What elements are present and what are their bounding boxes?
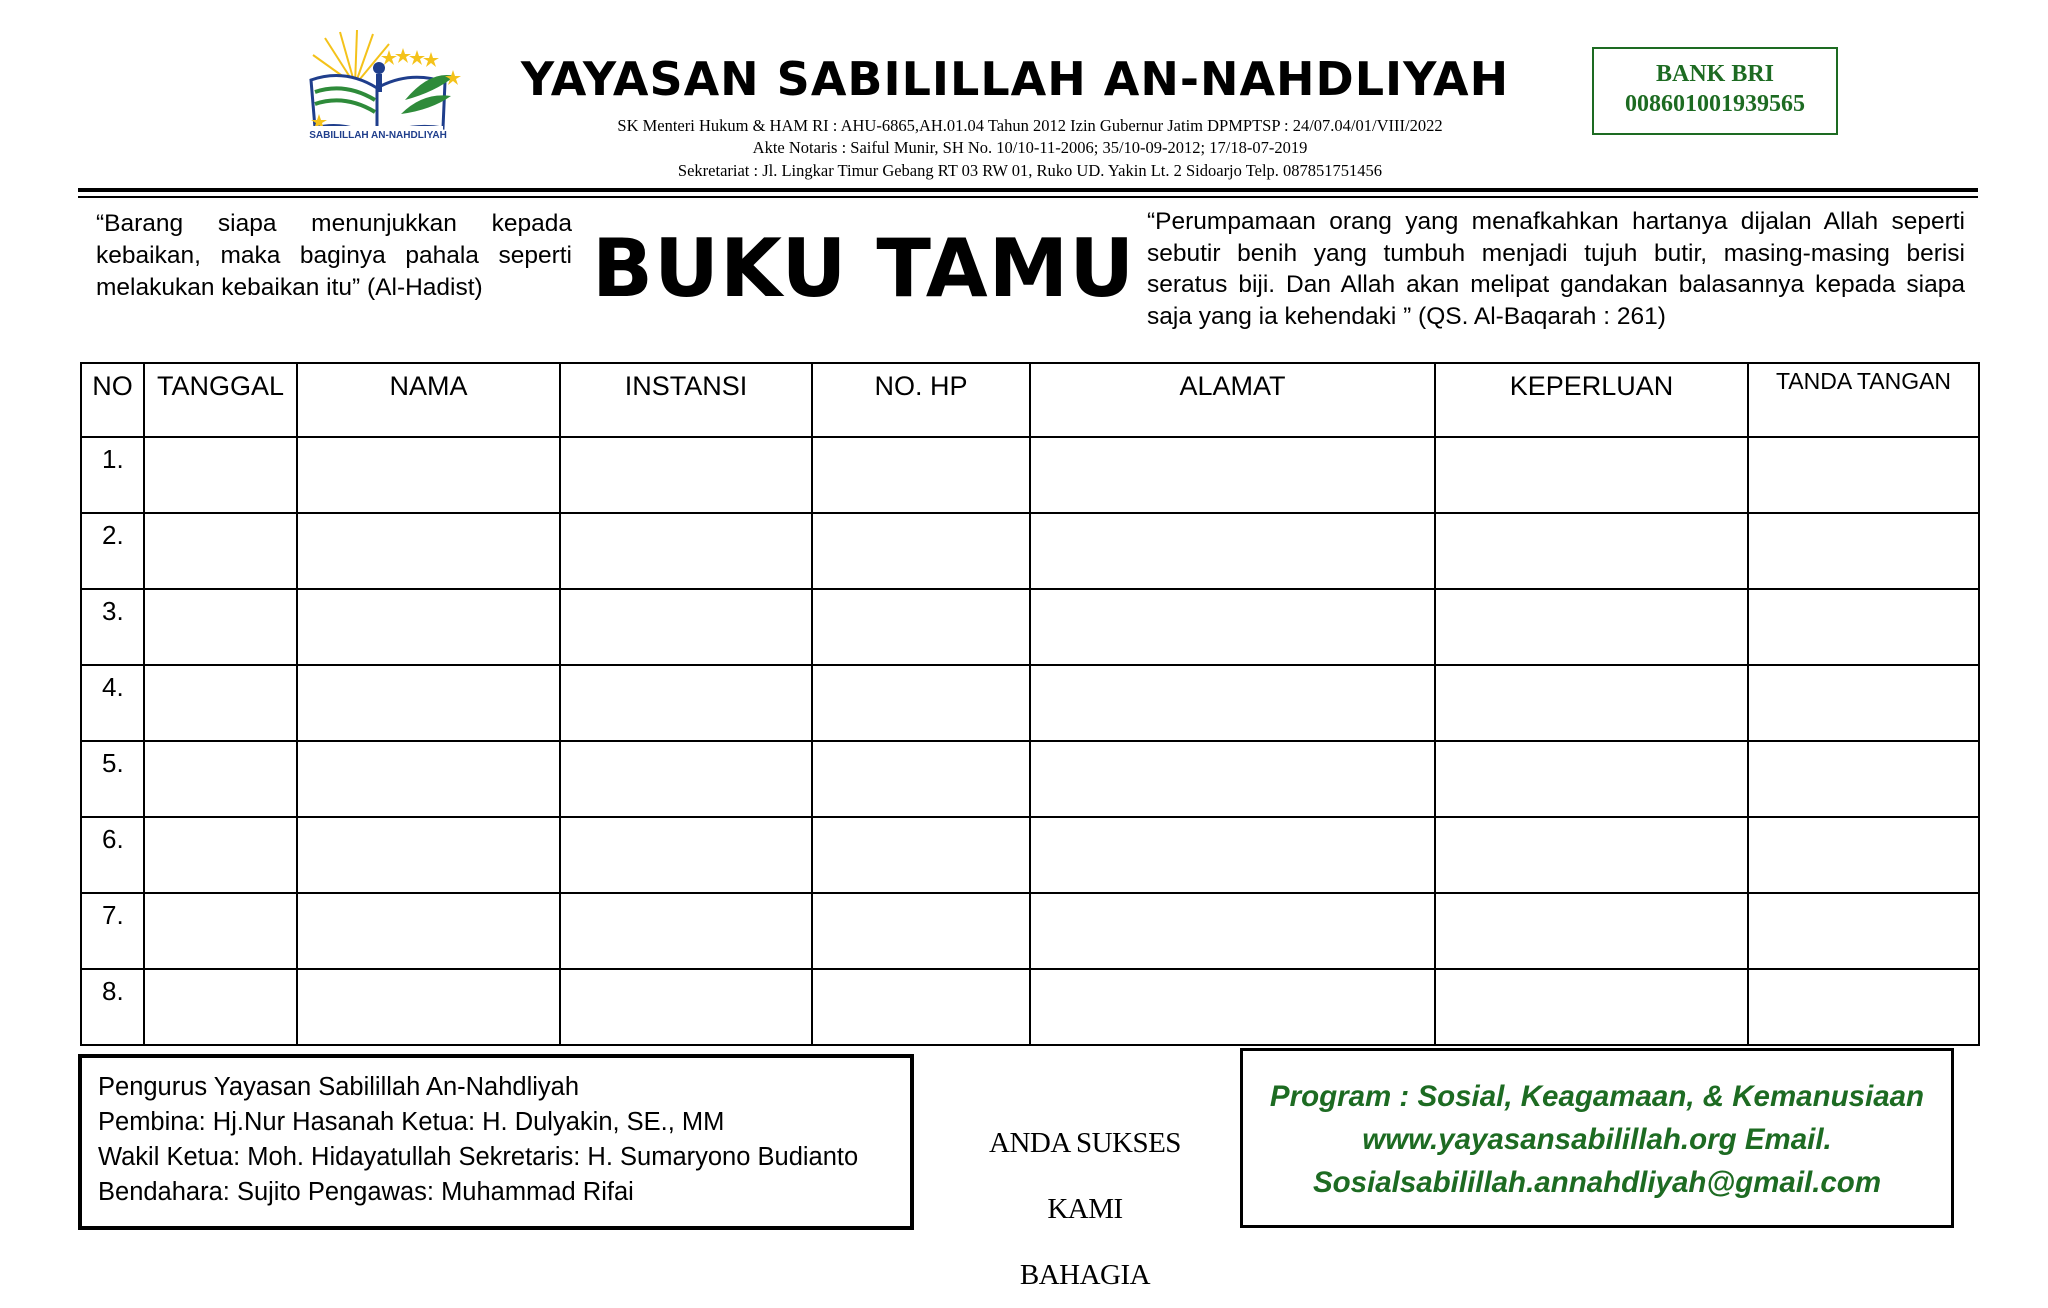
signature-cell[interactable]	[1748, 893, 1979, 969]
name-cell[interactable]	[297, 817, 560, 893]
table-row	[81, 893, 1979, 969]
program-line: Program : Sosial, Keagamaan, & Kemanusiaan	[1269, 1080, 1925, 1113]
address-cell[interactable]	[1030, 893, 1435, 969]
motto	[980, 1110, 1190, 1291]
purpose-cell[interactable]	[1435, 589, 1748, 665]
address-cell[interactable]	[1030, 969, 1435, 1045]
phone-cell[interactable]	[812, 589, 1030, 665]
column-header-address: ALAMAT	[1030, 363, 1435, 437]
table-row	[81, 817, 1979, 893]
phone-cell[interactable]	[812, 665, 1030, 741]
program-contact-box	[1240, 1048, 1954, 1228]
institution-cell[interactable]	[560, 893, 812, 969]
secretariat-address-line: Sekretariat : Jl. Lingkar Timur Gebang RT 03 RW 01, Ruko UD. Yakin Lt. 2 Sidoarjo Telp. 087851751456	[677, 161, 1383, 180]
purpose-cell[interactable]	[1435, 513, 1748, 589]
phone-cell[interactable]	[812, 437, 1030, 513]
committee-line: Bendahara: Sujito Pengawas: Muhammad Rifai	[98, 1178, 634, 1206]
bank-account-box	[1592, 47, 1838, 135]
bank-account-number: 008601001939565	[1625, 91, 1805, 117]
committee-line: Pembina: Hj.Nur Hasanah Ketua: H. Dulyakin, SE., MM	[98, 1108, 725, 1136]
column-header-no: NO	[81, 363, 144, 437]
address-cell[interactable]	[1030, 437, 1435, 513]
institution-cell[interactable]	[560, 817, 812, 893]
table-row	[81, 741, 1979, 817]
purpose-cell[interactable]	[1435, 893, 1748, 969]
email-address: Sosialsabilillah.annahdliyah@gmail.com	[1312, 1166, 1882, 1199]
motto-line: KAMI BAHAGIA	[1019, 1193, 1151, 1291]
hadith-quote: “Barang siapa menunjukkan kepada kebaikan, maka baginya pahala seperti melakukan kebaikan itu” (Al-Hadist)	[96, 210, 572, 301]
signature-cell[interactable]	[1748, 513, 1979, 589]
name-cell[interactable]	[297, 513, 560, 589]
legal-decree-line: SK Menteri Hukum & HAM RI : AHU-6865,AH.01.04 Tahun 2012 Izin Gubernur Jatim DPMPTSP : 24/07.04/01/VIII/2022	[617, 116, 1443, 135]
name-cell[interactable]	[297, 437, 560, 513]
logo-emblem-icon	[305, 30, 465, 150]
name-cell[interactable]	[297, 741, 560, 817]
phone-cell[interactable]	[812, 893, 1030, 969]
website-email-line: www.yayasansabilillah.org Email.	[1362, 1123, 1832, 1156]
date-cell[interactable]	[144, 589, 297, 665]
quran-quote: “Perumpamaan orang yang menafkahkan hartanya dijalan Allah seperti sebutir benih yang tumbuh menjadi tujuh butir, masing-masing berisi seratus biji. Dan Allah akan melipat gandakan balasannya kepada siapa saja yang ia kehendaki ” (QS. Al-Baqarah : 261)	[1147, 208, 1965, 330]
date-cell[interactable]	[144, 665, 297, 741]
phone-cell[interactable]	[812, 513, 1030, 589]
address-cell[interactable]	[1030, 665, 1435, 741]
date-cell[interactable]	[144, 513, 297, 589]
header-divider-thick	[78, 188, 1978, 192]
committee-line: Wakil Ketua: Moh. Hidayatullah Sekretaris: H. Sumaryono Budianto	[98, 1143, 859, 1171]
signature-cell[interactable]	[1748, 817, 1979, 893]
guest-book-table	[80, 362, 1980, 1046]
address-cell[interactable]	[1030, 817, 1435, 893]
phone-cell[interactable]	[812, 817, 1030, 893]
purpose-cell[interactable]	[1435, 969, 1748, 1045]
signature-cell[interactable]	[1748, 437, 1979, 513]
table-header-row	[81, 363, 1979, 437]
purpose-cell[interactable]	[1435, 741, 1748, 817]
name-cell[interactable]	[297, 665, 560, 741]
column-header-signature: TANDA TANGAN	[1748, 363, 1979, 437]
header-divider-thin	[78, 196, 1978, 198]
table-row	[81, 665, 1979, 741]
table-row	[81, 589, 1979, 665]
signature-cell[interactable]	[1748, 589, 1979, 665]
table-row	[81, 437, 1979, 513]
purpose-cell[interactable]	[1435, 817, 1748, 893]
institution-cell[interactable]	[560, 741, 812, 817]
address-cell[interactable]	[1030, 589, 1435, 665]
date-cell[interactable]	[144, 969, 297, 1045]
date-cell[interactable]	[144, 817, 297, 893]
row-number: 4.	[81, 665, 144, 741]
date-cell[interactable]	[144, 893, 297, 969]
notary-deed-line: Akte Notaris : Saiful Munir, SH No. 10/10-11-2006; 35/10-09-2012; 17/18-07-2019	[752, 138, 1308, 157]
row-number: 6.	[81, 817, 144, 893]
date-cell[interactable]	[144, 741, 297, 817]
address-cell[interactable]	[1030, 741, 1435, 817]
phone-cell[interactable]	[812, 741, 1030, 817]
column-header-phone: NO. HP	[812, 363, 1030, 437]
column-header-date: TANGGAL	[144, 363, 297, 437]
row-number: 5.	[81, 741, 144, 817]
column-header-purpose: KEPERLUAN	[1435, 363, 1748, 437]
address-cell[interactable]	[1030, 513, 1435, 589]
row-number: 1.	[81, 437, 144, 513]
signature-cell[interactable]	[1748, 741, 1979, 817]
name-cell[interactable]	[297, 589, 560, 665]
page-title: BUKU TAMU	[592, 222, 1136, 315]
purpose-cell[interactable]	[1435, 437, 1748, 513]
committee-heading: Pengurus Yayasan Sabilillah An-Nahdliyah	[98, 1073, 580, 1101]
bank-name: BANK BRI	[1655, 61, 1775, 87]
committee-box	[78, 1054, 914, 1230]
column-header-name: NAMA	[297, 363, 560, 437]
signature-cell[interactable]	[1748, 665, 1979, 741]
logo-caption: SABILILLAH AN-NAHDLIYAH	[309, 130, 447, 141]
organization-name: YAYASAN SABILILLAH AN-NAHDLIYAH	[520, 52, 1510, 106]
motto-line: ANDA SUKSES	[989, 1127, 1181, 1159]
institution-cell[interactable]	[560, 513, 812, 589]
row-number: 7.	[81, 893, 144, 969]
name-cell[interactable]	[297, 893, 560, 969]
signature-cell[interactable]	[1748, 969, 1979, 1045]
institution-cell[interactable]	[560, 437, 812, 513]
date-cell[interactable]	[144, 437, 297, 513]
row-number: 8.	[81, 969, 144, 1045]
row-number: 2.	[81, 513, 144, 589]
foundation-logo	[305, 30, 465, 150]
institution-cell[interactable]	[560, 665, 812, 741]
institution-cell[interactable]	[560, 589, 812, 665]
row-number: 3.	[81, 589, 144, 665]
institution-cell[interactable]	[560, 969, 812, 1045]
table-row	[81, 513, 1979, 589]
column-header-institution: INSTANSI	[560, 363, 812, 437]
table-row	[81, 969, 1979, 1045]
purpose-cell[interactable]	[1435, 665, 1748, 741]
phone-cell[interactable]	[812, 969, 1030, 1045]
name-cell[interactable]	[297, 969, 560, 1045]
